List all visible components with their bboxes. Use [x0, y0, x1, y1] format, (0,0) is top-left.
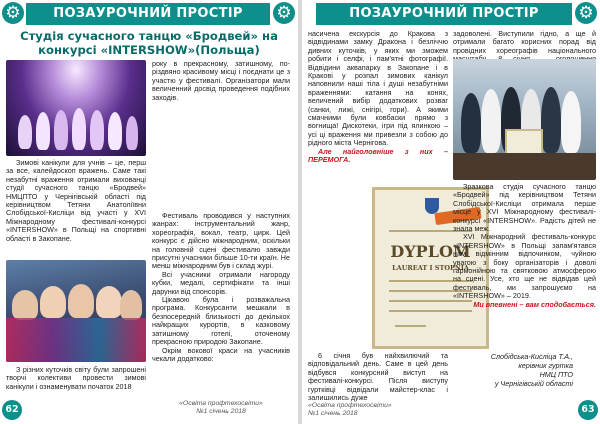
article-text-col1-bottom: З різних куточків світу були запрошені творчі колективи провести зимові канікули і ознаменувати початок 2018 [6, 365, 146, 391]
diploma-subtitle: LAUREAT I STOPNIA [392, 264, 469, 272]
author-signature: Слобідська-Кисліца Т.А., керівник гуртка НМЦ ПТО у Чернігівській області [490, 352, 573, 388]
award-group-photo [453, 59, 596, 180]
right-page [302, 0, 600, 424]
gear-icon: ⚙ [575, 2, 597, 24]
section-header: ПОЗАУРОЧНИЙ ПРОСТІР [26, 3, 270, 25]
page-number: 62 [2, 400, 22, 420]
gear-icon: ⚙ [2, 2, 24, 24]
footer-publication: «Освіта профтехосвіти» №1 січень 2018 [179, 400, 263, 415]
gear-icon: ⚙ [273, 2, 295, 24]
crest-icon [425, 198, 439, 214]
page-number: 63 [578, 400, 598, 420]
article-text-col2-body: Зразкова студія сучасного танцю «Бродвей» під керівництвом Тетяни Слобідської-Кисліци отримала перше місце у XVI Міжнародному фестивалі-конкурсі «INTERSHOW». Радість дітей не знала меж. XVI Міжнародний фестиваль-конкурс «INTERSHOW» в Польщі запам'ятався нам відмінним відпочинком, чуйною увагою з боку організаторів і доволі гармонійною та святковою атмосферою на сцені. Усе, хто ще не відвідав цей фестиваль, ми запрошуємо на «INTERSHOW» – 2019. Ми впевнені – вам сподобається. [453, 182, 596, 309]
article-text-col2: задоволені. Виступили гідно, а ще й отримали багато корисних порад від провідних хореографів національного [453, 29, 596, 55]
article-text-col1: Зимові канікули для учнів – це, перш за все, калейдоскоп вражень. Саме такі незабутні враження отримали вихованці студії сучасного танцю «Бродвей» НМЦПТО у Чернігівській області під керівництвом Тетяни Анатоліївни Слобідської-Кисліци від участі у XVI Міжнародному фестивалі-конкурсі «INTERSHOW» в Польщі на спортивні області в Закопане. [6, 158, 146, 243]
article-text-col2: року в прекрасному, затишному, по-різдвяно красивому місці і поєднати це з участю у фестивалі. Організатори мали величенний досвід проведення подібних заходів. [152, 59, 290, 102]
stage-photo [6, 60, 146, 156]
footer-publication: «Освіта профтехосвіти» №1 січень 2018 [308, 402, 392, 417]
left-page [0, 0, 298, 424]
article-text-col1: насичена екскурсія до Кракова з відвідинами замку Дракона і безліччю дивних куточків, у яких ми зможем робити і селфі, і пам'ятні фотографії. Відвідини аквапарку в Закопане і в Кракові у розпал зимових канікул наповнили наші тіла і душі незабутніми враженнями: катання на конях, величений вибір додаткових розваг (санки, лижі, снігірі, гори). А якими смачними були ковбаски прямо з вогнища! Дискотеки, ігри під ялинкою – усі ці враження ми привезли з собою до рідного міста Чернігова. Але найголовніше з них – ПЕРЕМОГА. [308, 29, 448, 165]
article-text-col2-body: Фестиваль проводився у наступних жанрах: інструментальний жанр, хореографія, вокал, театр, цирк. Цей конкурс є дійсно міжнародним, оскільки на головній сцені фестивалю завжди присутні учасники більше 10-ти країн. Не менш міжнародним був і склад журі. Всі учасники отримали нагороду кубки, медалі, сертифікати та інші дарунки від спонсорів. Цікавою була і розважальна програма. Конкурсанти мешкали в безпосередній близькості до декількох найкращих курортів, в казковому затишному готелі, оточеному прекрасною природою Закопане. Окрім вокової краси на учасників чекали додатково: [152, 211, 290, 363]
article-title: Студія сучасного танцю «Бродвей» на конкурсі «INTERSHOW»(Польща) [20, 29, 278, 57]
article-text-col1-bottom: 6 січня був найхвилючий та відповідальний день. Саме в цей день відбувся конкурсний виступ на фестивалі-конкурсі. Після виступу гуртківці відвідали майстер-клас і залишились дуже [308, 351, 448, 403]
section-header: ПОЗАУРОЧНИЙ ПРОСТІР [316, 3, 572, 25]
diploma-word: DYPLOM [390, 242, 471, 261]
group-photo [6, 260, 146, 362]
